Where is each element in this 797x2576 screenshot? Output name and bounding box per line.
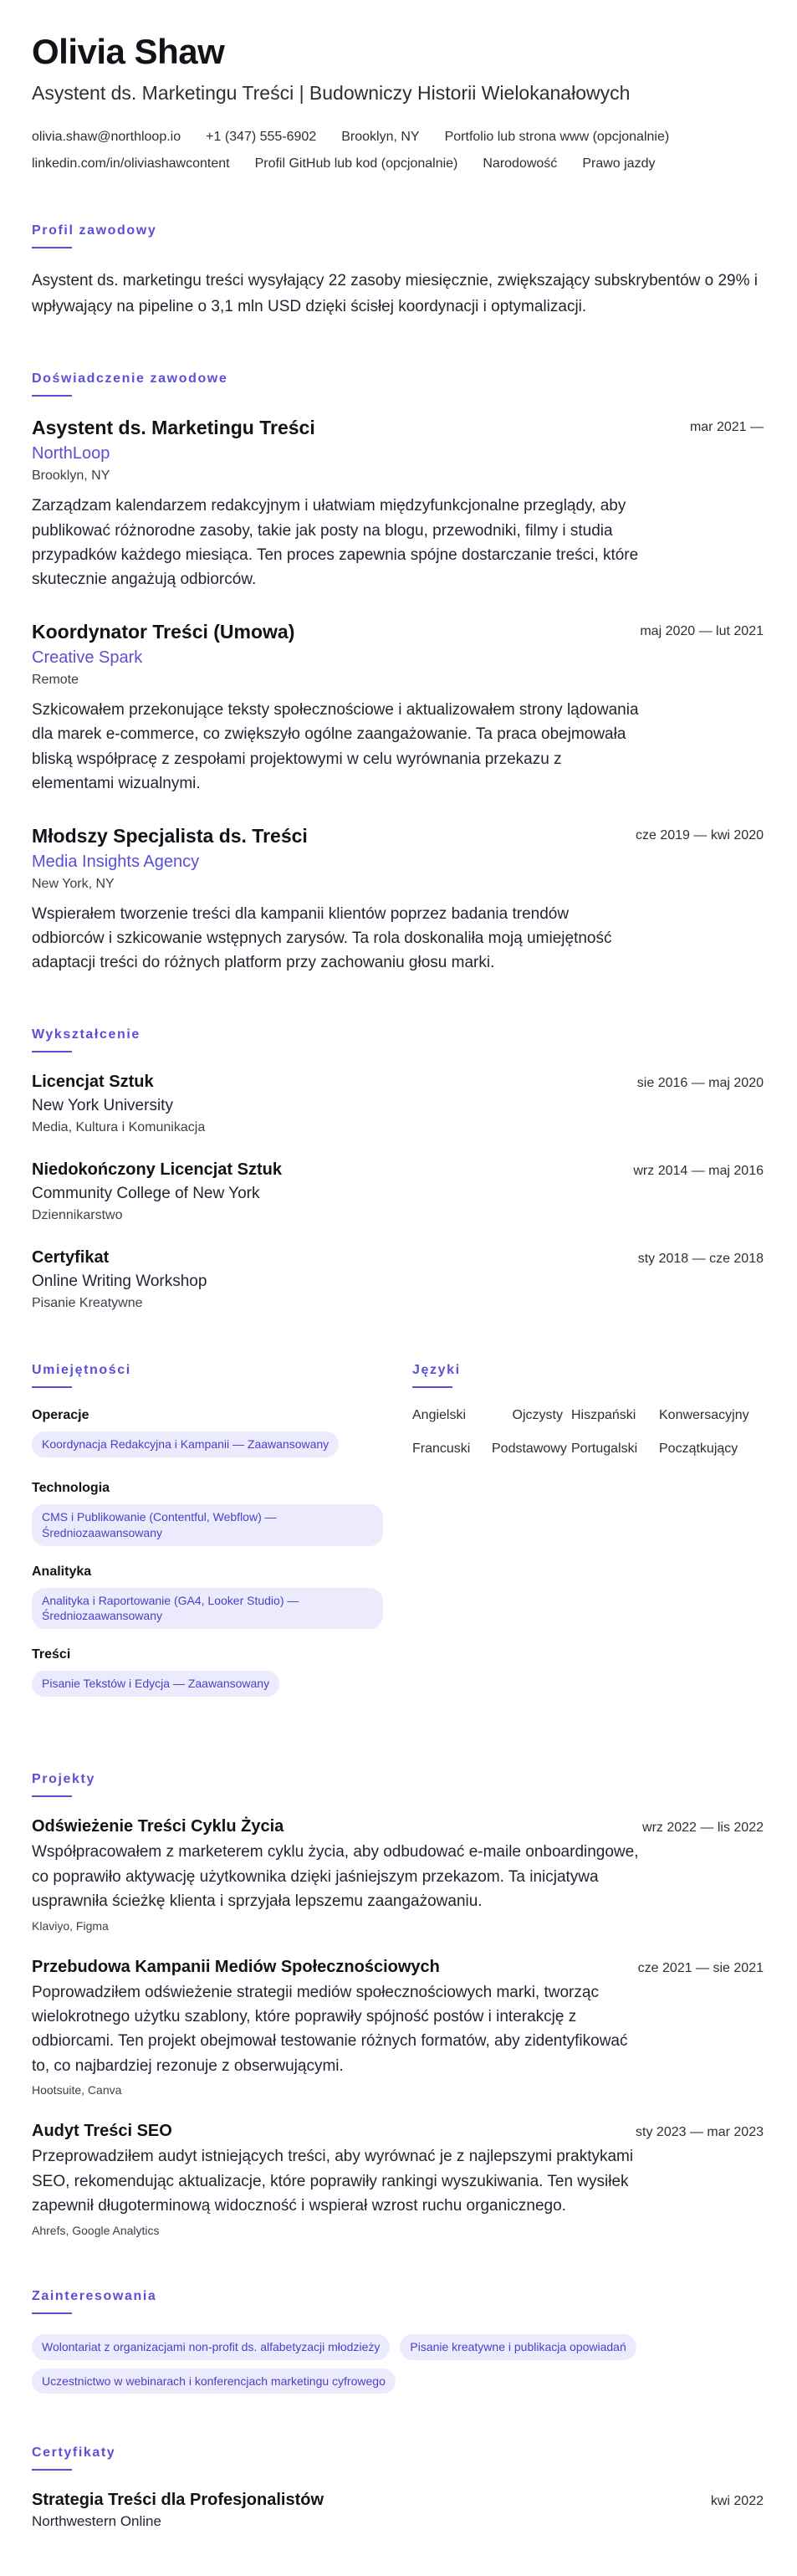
project-entry xyxy=(32,1958,764,2097)
experience-entry xyxy=(32,417,764,592)
company-name: Media Insights Agency xyxy=(32,852,200,871)
certificate-entry xyxy=(32,2491,764,2530)
interest-chip: Pisanie kreatywne i publikacja opowiadań xyxy=(400,2334,636,2360)
profile-section xyxy=(32,223,764,320)
education-date: sty 2018 — cze 2018 xyxy=(637,1251,764,1266)
education-entry xyxy=(32,1073,764,1135)
project-entry xyxy=(32,1817,764,1932)
job-description: Szkicowałem przekonujące teksty społecznościowe i aktualizowałem strony lądowania dla marek e-commerce, co zwiększyło ogólne zaangażowanie. Ta praca obejmowała bliską współpracę z zespołami projektowymi w celu wyrównania przekazu z elementami wizualnymi. xyxy=(32,700,639,793)
contact-list xyxy=(32,130,764,172)
skill-category: Treści xyxy=(32,1647,71,1662)
interest-chip: Wolontariat z organizacjami non-profit ds. alfabetyzacji młodzieży xyxy=(32,2334,390,2360)
project-description: Przeprowadziłem audyt istniejących treści, aby wyrównać je z najlepszymi praktykami SEO, rekomendując aktualizacje, które poprawiły rankingi wyszukiwania. Ten wysiłek zapewnił długoterminową widoczność i wspierał wzrost ruchu organicznego. xyxy=(32,2148,634,2215)
language-name: Francuski xyxy=(412,1441,471,1456)
job-date: cze 2019 — kwi 2020 xyxy=(636,827,764,842)
experience-section xyxy=(32,371,764,976)
skill-category: Operacje xyxy=(32,1407,89,1422)
contact-nationality: Narodowość xyxy=(483,156,558,172)
job-title: Asystent ds. Marketingu Treści xyxy=(32,417,315,439)
education-date: wrz 2014 — maj 2016 xyxy=(633,1163,764,1178)
skill-group xyxy=(32,1408,383,1462)
project-title: Przebudowa Kampanii Mediów Społecznościowych xyxy=(32,1957,440,1976)
languages-list xyxy=(412,1408,764,1457)
skills-languages-section xyxy=(32,1363,764,1720)
job-date: maj 2020 — lut 2021 xyxy=(640,623,764,638)
contact-linkedin[interactable]: linkedin.com/in/oliviashawcontent xyxy=(32,156,230,172)
skill-chip: Pisanie Tekstów i Edycja — Zaawansowany xyxy=(32,1671,279,1697)
skill-chip: CMS i Publikowanie (Contentful, Webflow) — Średniozaawansowany xyxy=(32,1504,383,1546)
section-title: Umiejętności xyxy=(32,1362,131,1377)
section-title: Języki xyxy=(412,1362,461,1377)
language-level: Podstawowy xyxy=(492,1441,567,1456)
project-tools: Klaviyo, Figma xyxy=(32,1918,109,1933)
experience-entry xyxy=(32,825,764,976)
contact-github[interactable]: Profil GitHub lub kod (opcjonalnie) xyxy=(254,156,458,172)
section-divider xyxy=(32,247,72,248)
language-name: Portugalski xyxy=(571,1441,638,1456)
contact-email[interactable]: olivia.shaw@northloop.io xyxy=(32,130,181,145)
contact-driving-license: Prawo jazdy xyxy=(582,156,656,172)
skill-group xyxy=(32,1481,383,1546)
contact-location: Brooklyn, NY xyxy=(341,130,420,145)
interests-section xyxy=(32,2289,764,2394)
skill-chip: Koordynacja Redakcyjna i Kampanii — Zaawansowany xyxy=(32,1431,339,1457)
contact-phone[interactable]: +1 (347) 555-6902 xyxy=(206,130,317,145)
skill-category: Technologia xyxy=(32,1480,110,1495)
job-date: mar 2021 — xyxy=(689,420,764,435)
project-title: Odświeżenie Treści Cyklu Życia xyxy=(32,1817,284,1836)
resume-header xyxy=(32,32,764,172)
section-divider xyxy=(32,2469,72,2471)
section-divider xyxy=(32,1051,72,1052)
certificates-section xyxy=(32,2445,764,2530)
profile-summary: Asystent ds. marketingu treści wysyłający 22 zasoby miesięcznie, zwiększający subskrybentów o 29% i wpływający na pipeline o 3,1 mln USD dzięki ścisłej koordynacji i optymalizacji. xyxy=(32,272,759,315)
section-divider xyxy=(32,2312,72,2314)
school-name: New York University xyxy=(32,1096,173,1114)
field-of-study: Dziennikarstwo xyxy=(32,1207,123,1222)
project-date: cze 2021 — sie 2021 xyxy=(637,1960,764,1975)
candidate-headline: Asystent ds. Marketingu Treści | Budowniczy Historii Wielokanałowych xyxy=(32,82,631,105)
project-title: Audyt Treści SEO xyxy=(32,2122,172,2141)
company-name: Creative Spark xyxy=(32,648,143,667)
project-entry xyxy=(32,2122,764,2236)
section-title: Doświadczenie zawodowe xyxy=(32,371,228,387)
skill-group xyxy=(32,1565,383,1630)
contact-portfolio[interactable]: Portfolio lub strona www (opcjonalnie) xyxy=(444,130,670,145)
job-location: Remote xyxy=(32,672,79,687)
section-title: Profil zawodowy xyxy=(32,223,157,238)
job-title: Koordynator Treści (Umowa) xyxy=(32,620,295,643)
project-description: Poprowadziłem odświeżenie strategii mediów społecznościowych marki, tworząc wielokrotnego użytku szablony, które poprawiły spójność postów i interakcję z odbiorcami. Ten projekt obejmował testowanie różnych formatów, aby zidentyfikować to, co najbardziej rezonuje z obserwującymi. xyxy=(32,1983,628,2075)
section-divider xyxy=(412,1386,452,1388)
language-level: Ojczysty xyxy=(512,1407,563,1422)
job-location: Brooklyn, NY xyxy=(32,469,110,484)
candidate-name: Olivia Shaw xyxy=(32,32,225,71)
section-divider xyxy=(32,1795,72,1797)
project-description: Współpracowałem z marketerem cyklu życia, aby odbudować e-maile onboardingowe, co poprawiło aktywację użytkownika dzięki jaśniejszym przekazom. Ta inicjatywa usprawniła ścieżkę klienta i sprzyjała lepszemu zaangażowaniu. xyxy=(32,1843,639,1911)
section-title: Zainteresowania xyxy=(32,2288,157,2303)
job-description: Zarządzam kalendarzem redakcyjnym i ułatwiam międzyfunkcjonalne przeglądy, aby publikować różnorodne zasoby, takie jak posty na blogu, przewodniki, filmy i studia przypadków każdego miesiąca. Ten proces zapewnia spójne dostarczanie treści, które skutecznie angażują odbiorców. xyxy=(32,497,639,589)
skill-chip: Analityka i Raportowanie (GA4, Looker Studio) — Średniozaawansowany xyxy=(32,1588,383,1630)
interests-list xyxy=(32,2334,764,2394)
language-level: Początkujący xyxy=(659,1441,738,1456)
language-level: Konwersacyjny xyxy=(659,1407,749,1422)
field-of-study: Pisanie Kreatywne xyxy=(32,1295,143,1310)
projects-section xyxy=(32,1772,764,2236)
job-description: Wspierałem tworzenie treści dla kampanii klientów poprzez badania trendów odbiorców i szkicowanie wstępnych zarysów. Ta rola doskonaliła moją umiejętność adaptacji treści do różnych platform przy zachowaniu głosu marki. xyxy=(32,904,612,972)
experience-entry xyxy=(32,621,764,796)
field-of-study: Media, Kultura i Komunikacja xyxy=(32,1119,206,1134)
languages-column xyxy=(412,1363,764,1720)
skill-group xyxy=(32,1647,383,1702)
skills-column xyxy=(32,1363,383,1720)
degree: Licencjat Sztuk xyxy=(32,1072,154,1091)
section-title: Certyfikaty xyxy=(32,2445,116,2461)
degree: Niedokończony Licencjat Sztuk xyxy=(32,1160,282,1179)
section-title: Wykształcenie xyxy=(32,1027,140,1042)
education-date: sie 2016 — maj 2020 xyxy=(636,1075,764,1090)
section-title: Projekty xyxy=(32,1772,95,1787)
language-name: Angielski xyxy=(412,1407,467,1422)
school-name: Community College of New York xyxy=(32,1184,260,1202)
company-name: NorthLoop xyxy=(32,444,110,463)
project-tools: Hootsuite, Canva xyxy=(32,2083,122,2097)
school-name: Online Writing Workshop xyxy=(32,1272,207,1290)
certificate-date: kwi 2022 xyxy=(710,2494,764,2509)
project-date: sty 2023 — mar 2023 xyxy=(636,2125,764,2140)
education-entry xyxy=(32,1160,764,1223)
job-location: New York, NY xyxy=(32,876,115,891)
project-date: wrz 2022 — lis 2022 xyxy=(642,1821,764,1836)
project-tools: Ahrefs, Google Analytics xyxy=(32,2223,160,2237)
degree: Certyfikat xyxy=(32,1247,110,1267)
certificate-issuer: Northwestern Online xyxy=(32,2513,161,2530)
language-name: Hiszpański xyxy=(571,1407,636,1422)
job-title: Młodszy Specjalista ds. Treści xyxy=(32,824,308,847)
education-section xyxy=(32,1027,764,1311)
education-entry xyxy=(32,1248,764,1311)
section-divider xyxy=(32,1386,72,1388)
section-divider xyxy=(32,395,72,397)
certificate-title: Strategia Treści dla Profesjonalistów xyxy=(32,2491,324,2510)
skill-category: Analityka xyxy=(32,1564,92,1579)
interest-chip: Uczestnictwo w webinarach i konferencjach marketingu cyfrowego xyxy=(32,2369,396,2394)
